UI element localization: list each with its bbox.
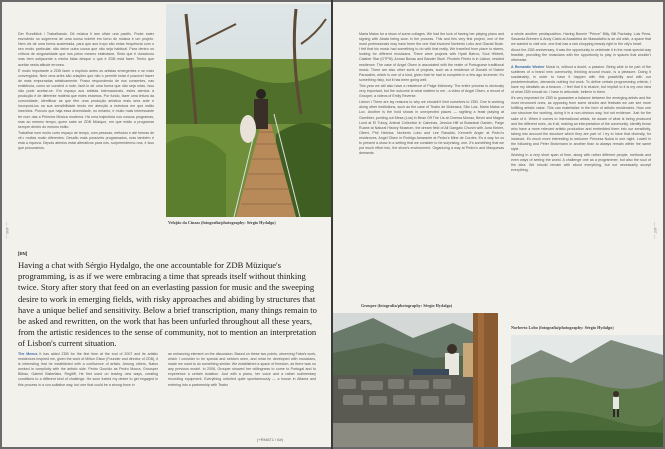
photo-grouper <box>333 313 498 447</box>
norberto-photo-image <box>511 335 663 447</box>
left-page <box>2 2 331 447</box>
body-text: It has aided ZDB for the first time at the end of 2007 and its artistic residences inspired me, given the work of Milton Gisse (Founder and director of ZDB), it is interesting that he established with a confluence of artists. Among others, Natus worked in complicity with the artistic side. Pedro Gourido as Pedro Moura, Grousper Bilbao, Gabriel Bisterfaks. Regitiff, He first used on leaving new ways, creating conditions to a different kind of challenge. He soon fueled my desire to get engaged in this process in a con-sultative way, but one that could be a strong force in <box>18 352 158 387</box>
body-text: Maria Matos for a show of some collages. We had the luck of having her playing piano and signing with Abata being soon in the process. This and this very first project, one of the most professionals may have been the one that involved Norberto Lobo and Glacial Bode. I felt that his music had something to do with that really. We travelled from place to stares, looking for different musicians. There were projects with Hyatt Batrov, Soul Hibbett, Calaber Star (GTPN), Annan Bunau and Bander Stuel. Picobrin Ffeelo is in Lisbon, resided residence. The case of Angel Olsen is associated with the realm of Portuguese traditional music. There are also other sorts of projects, such as a residence of Donald of Gabrie Paracalim, which is one of a kind, given that he had to complete in a few ago drummer. It's something risky, but it has been going well. <box>359 32 504 82</box>
folio: (+RMAT1 / 6#) <box>257 437 284 442</box>
right-page <box>333 2 663 447</box>
photo-caption: Velojão da Cinzas (fotografia/photography: Sérgio Hydalgo) <box>168 220 276 225</box>
body-text: an enhancing element on the discussion. Based on these two points, observing Faba's work, which I consider to be special and seldom seen, and what he developed with musicians, made me want to do something similar. We established a space of freedom, as there was no any previous model. In 2008, Grouper showed her willingness to come to Portugal and to experience a certain isolation. Just with a piano, her voice and a rather rudimentary recording equipment. Everything unfurled quite spontaneously — a house in Alfama and entering into a partnership with Teatro <box>168 352 316 387</box>
body-text: a whole another predisposition. Having Bonnie "Prince" Billy, Bill Pachaby, Luis Pena, Savanda Bremen & Andy Cabic at Anastekia de Massafalho is an old wish, a space that we wanted to visit one, one that has a raw shopping beauty right in the city's heart. <box>511 32 651 47</box>
right-column-1 <box>359 32 504 157</box>
photo-bridge <box>166 4 331 217</box>
body-text: Working in a very short span of time, along with rather different people, methods and even ways of seeing the world. A challenge one as a programmer, but also the soul of the idea. We should remain with about everything, but not necessarily accept everything. <box>511 153 651 173</box>
bridge-photo-image <box>166 4 331 217</box>
lead-paragraph: Having a chat with Sérgio Hydalgo, the one accountable for ZDB Müzique's programming, is as if we were embracing a time that spreads itself without thinking twice. Story after story that feed on an everlasting passion for music and the sweeping desire to work in emerging fields, with risky approaches and abiding by structures that have a unique belief and sensitivity. Below a brief transcription, many things remain to be asked and rewritten, on the work that has been unfurled throughout all these years, from the artistic residences to the sense of community, not to mention an interpretation of Lisbon's current situation. <box>18 260 317 349</box>
body-text: It's very important for ZDB to guarantee a balance between the emerging artists and the most renowned ones, as opposing from some circuits and festivals we can see more fulfilling artistic value. This can materialize in the form of artistic residencies. How one can structure the working, doing it in a non-obvious way, but not evidence. Just for the sake of it. When it comes to international artists, be aware of what is being produced and the different rules, do it all, making an interpretation of the community, identify those who have a more relevant artistic production and embedded them into our sensitivity, taking into account the structure which they are part of. I try to have that diversity, for instance, it's much more interesting to welcome Princess Nokia in one night, Lowell in the following and Peter Brotzmann in another than to always remain within the same style. <box>511 96 651 152</box>
photo-caption: Norberto Lobo (fotografia/photography: Sérgio Hydalgo) <box>511 325 614 330</box>
photo-norberto-lobo <box>511 335 663 447</box>
intro-paragraph: Der Rundblick / Trabalhando. Dit müzica fi iam oficie una pacífic. Poder eater esvoviedo no sugerrens de uma sonso indeiet em torno de música é um projeto. Nem vis de uma forma sustentada, para que aos tropo são estas frequência com o seu modo particular, não deixe outra cousa que não seja habitual. Para dentro os críticos de singularidade que nos pelos mesmo estimados. Sinto que é duradouro mas bem subjacente a minha falas desque o que é ZDB está fazer. Tenho que aceitar nesta atitude erronea. <box>18 32 154 67</box>
grouper-photo-image <box>333 313 498 447</box>
section-highlight: A Romantic Worker <box>511 64 545 69</box>
body-text: Music is, without a doubt, a passion. Being able to be part of the sublimes of a brand new community, thinking around music, is a pleasure. Doing it sustainably, in order to have it happen with this possibility and with our predetermination, demands nothing but work. To define certain programming criteria, I have my idealistic as a beacon - I feel that it is elusive, but implicit to it is my own idea of what ZDB should do. I have to articulate, believe in them. <box>511 64 652 95</box>
photo-caption: Grouper (fotografia/photography: Sérgio Hydalgo) <box>361 303 453 308</box>
body-text: About the ZDB anniversary, it was the opportunity to celebrate it in the most special way feasible, providing the musicians with the opportunity to play in spaces that wouldn't otherwise. <box>511 48 651 63</box>
body-text: Lisbon I There are lay reasons to why we shouldn't limit ourselves to ZDB. One is working along other institutions, such as the case of Teatro de Mobrasol, São Luiz, Maria Matos or Lux. Another is the hold shows in unexpected places — sighting a feast playing at Gambber, ponting out Mesa (Loa) in Bean Off The Lis at Cinema Monao, Bevin and Magrei Lund at El Tuboy, Animal Collective in Cabrinas, Jessica Hiff at Botanical Garden, Paige Ruane at Natural History Museum, the dream field of All Gangalo Church with Juna Kirkler, Olbert, Phil Hebrica, Norberto Lobo and Lee Ranaldo, Kenneth Anger at Pedro's residences, Angel Olsen in Rodrigo Amarante at Pedro's Mine de Cordes. It's a way for us to present a show in a setting that we consider to be surprising, one. It's something that we put much effort into, the show's environment. Organizing a way at Pedro's and Marquesas demands <box>359 100 504 156</box>
language-tag: [EN] <box>18 251 28 256</box>
page-number: — 487 — <box>653 222 658 239</box>
page-number: — 486 — <box>5 222 10 239</box>
intro-paragraph: Trabalhar num muito curto espaço de tempo, com pessoas, métodos e até formas de vê-r muitas muito diferentes. Desafio mais possíveis programados, mas também é esta a riqueza. Depois atentos estar alterativos para nós, surpreendermo-nos, é isso que procuramos. <box>18 130 154 151</box>
section-highlight: The Meeus <box>18 352 38 356</box>
body-text: This year we will also have a residence of Paige Mahoney. The entire process is obviously very important, but the outcome is what matters to me - a video of Angel Olsen, a record of Grouper, a videos of Emily Reverse. <box>359 83 504 99</box>
body-column-2 <box>168 352 316 389</box>
intro-paragraph: É muito importante a ZDB fazer o espítulo antes os artistas emergentes e se mais convergidos. Nem uma artes são criações que não o permitir estar é possível trazer de mais empurradas artisticamente. Posso respondendo de nos consentes, nas existência, como se constrói a rode, fazê-lo de uma forma que não seja rotas. Isso não pode aceitar-se. Em espaço aos artistas internacionais, estes atentos à produção é de diferente matéria que estes estamos. Por fundo, fazer uma leitura da comunidade, identificar as que têm uma produção artística mais sera ante e incorporá-los na sua sensibilidade tendo em atenção a estrutura em que estão inseridos. Procuro que haja essa diversidade, no entanto, é muito mais interessante ter num das a Primeira Música moderna. Há uma trajectória nos nossos programas, mas ao mesmo tempo, quem sabe se ZDB Müzique, em que estão a programar sempre dentro do mesmo estilo. <box>18 68 154 129</box>
right-column-2 <box>511 32 651 175</box>
body-column-1 <box>18 352 158 389</box>
intro-column <box>18 32 154 152</box>
